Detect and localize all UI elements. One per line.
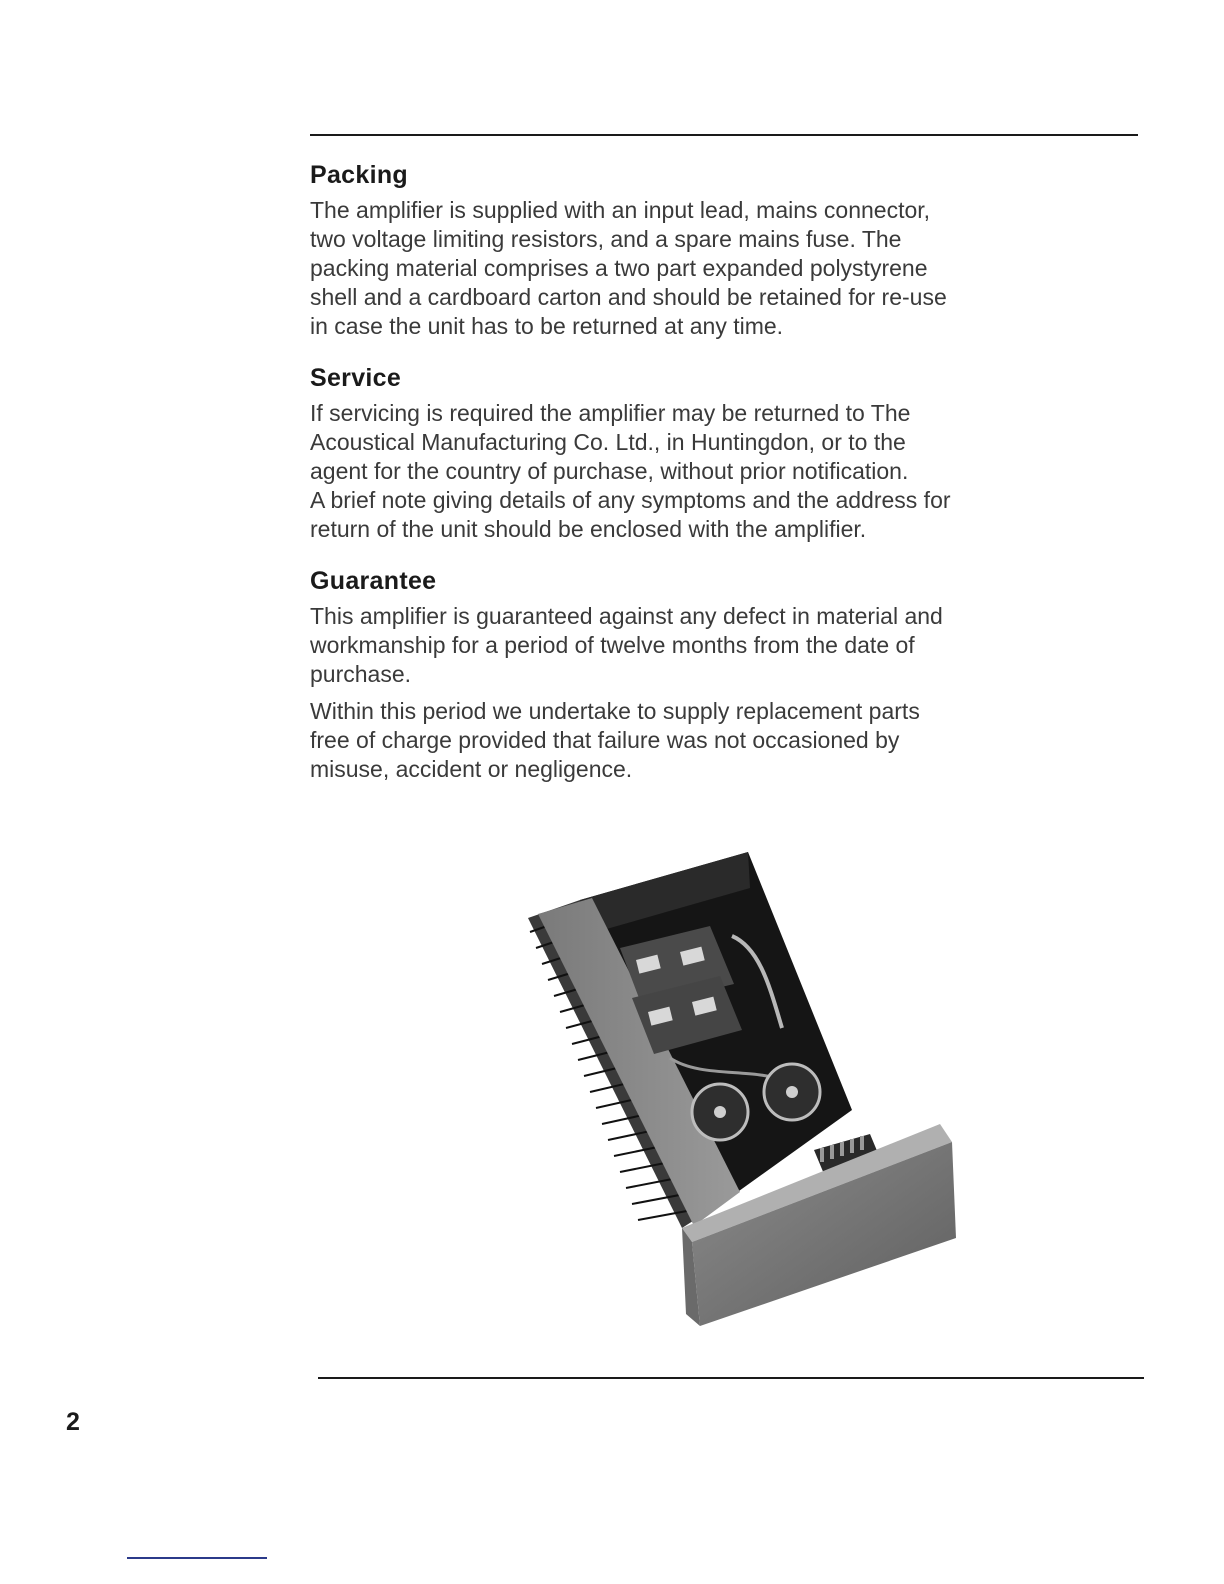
section-paragraph: The amplifier is supplied with an input lead, mains connector, two voltage limiting resistors, and a spare mains fuse. The packing material comprises a two part expanded polystyrene shell and a cardboard carton and should be retained for re-use in case the unit has to be returned at any time. <box>310 197 947 339</box>
section-guarantee <box>310 564 1125 784</box>
section-packing <box>310 158 1125 341</box>
page-number: 2 <box>66 1408 80 1436</box>
section-heading: Service <box>310 364 402 392</box>
footer-link-underline <box>127 1557 267 1559</box>
section-paragraph: Within this period we undertake to supply replacement parts free of charge provided that failure was not occasioned by misuse, accident or negligence. <box>310 698 920 782</box>
section-service <box>310 361 1125 544</box>
section-paragraph: This amplifier is guaranteed against any defect in material and workmanship for a period of twelve months from the date of purchase. <box>310 603 943 687</box>
section-paragraph: If servicing is required the amplifier may be returned to The Acoustical Manufacturing Co. Ltd., in Huntingdon, or to the agent for the country of purchase, without prior notification. A brief note giving details of any symptoms and the address for return of the unit should be enclosed with the amplifier. <box>310 400 951 542</box>
bottom-rule <box>318 1377 1144 1379</box>
section-heading: Guarantee <box>310 567 437 595</box>
amplifier-interior-photo <box>520 848 960 1338</box>
top-rule <box>310 134 1138 136</box>
section-heading: Packing <box>310 161 408 189</box>
body-text <box>310 158 1125 784</box>
